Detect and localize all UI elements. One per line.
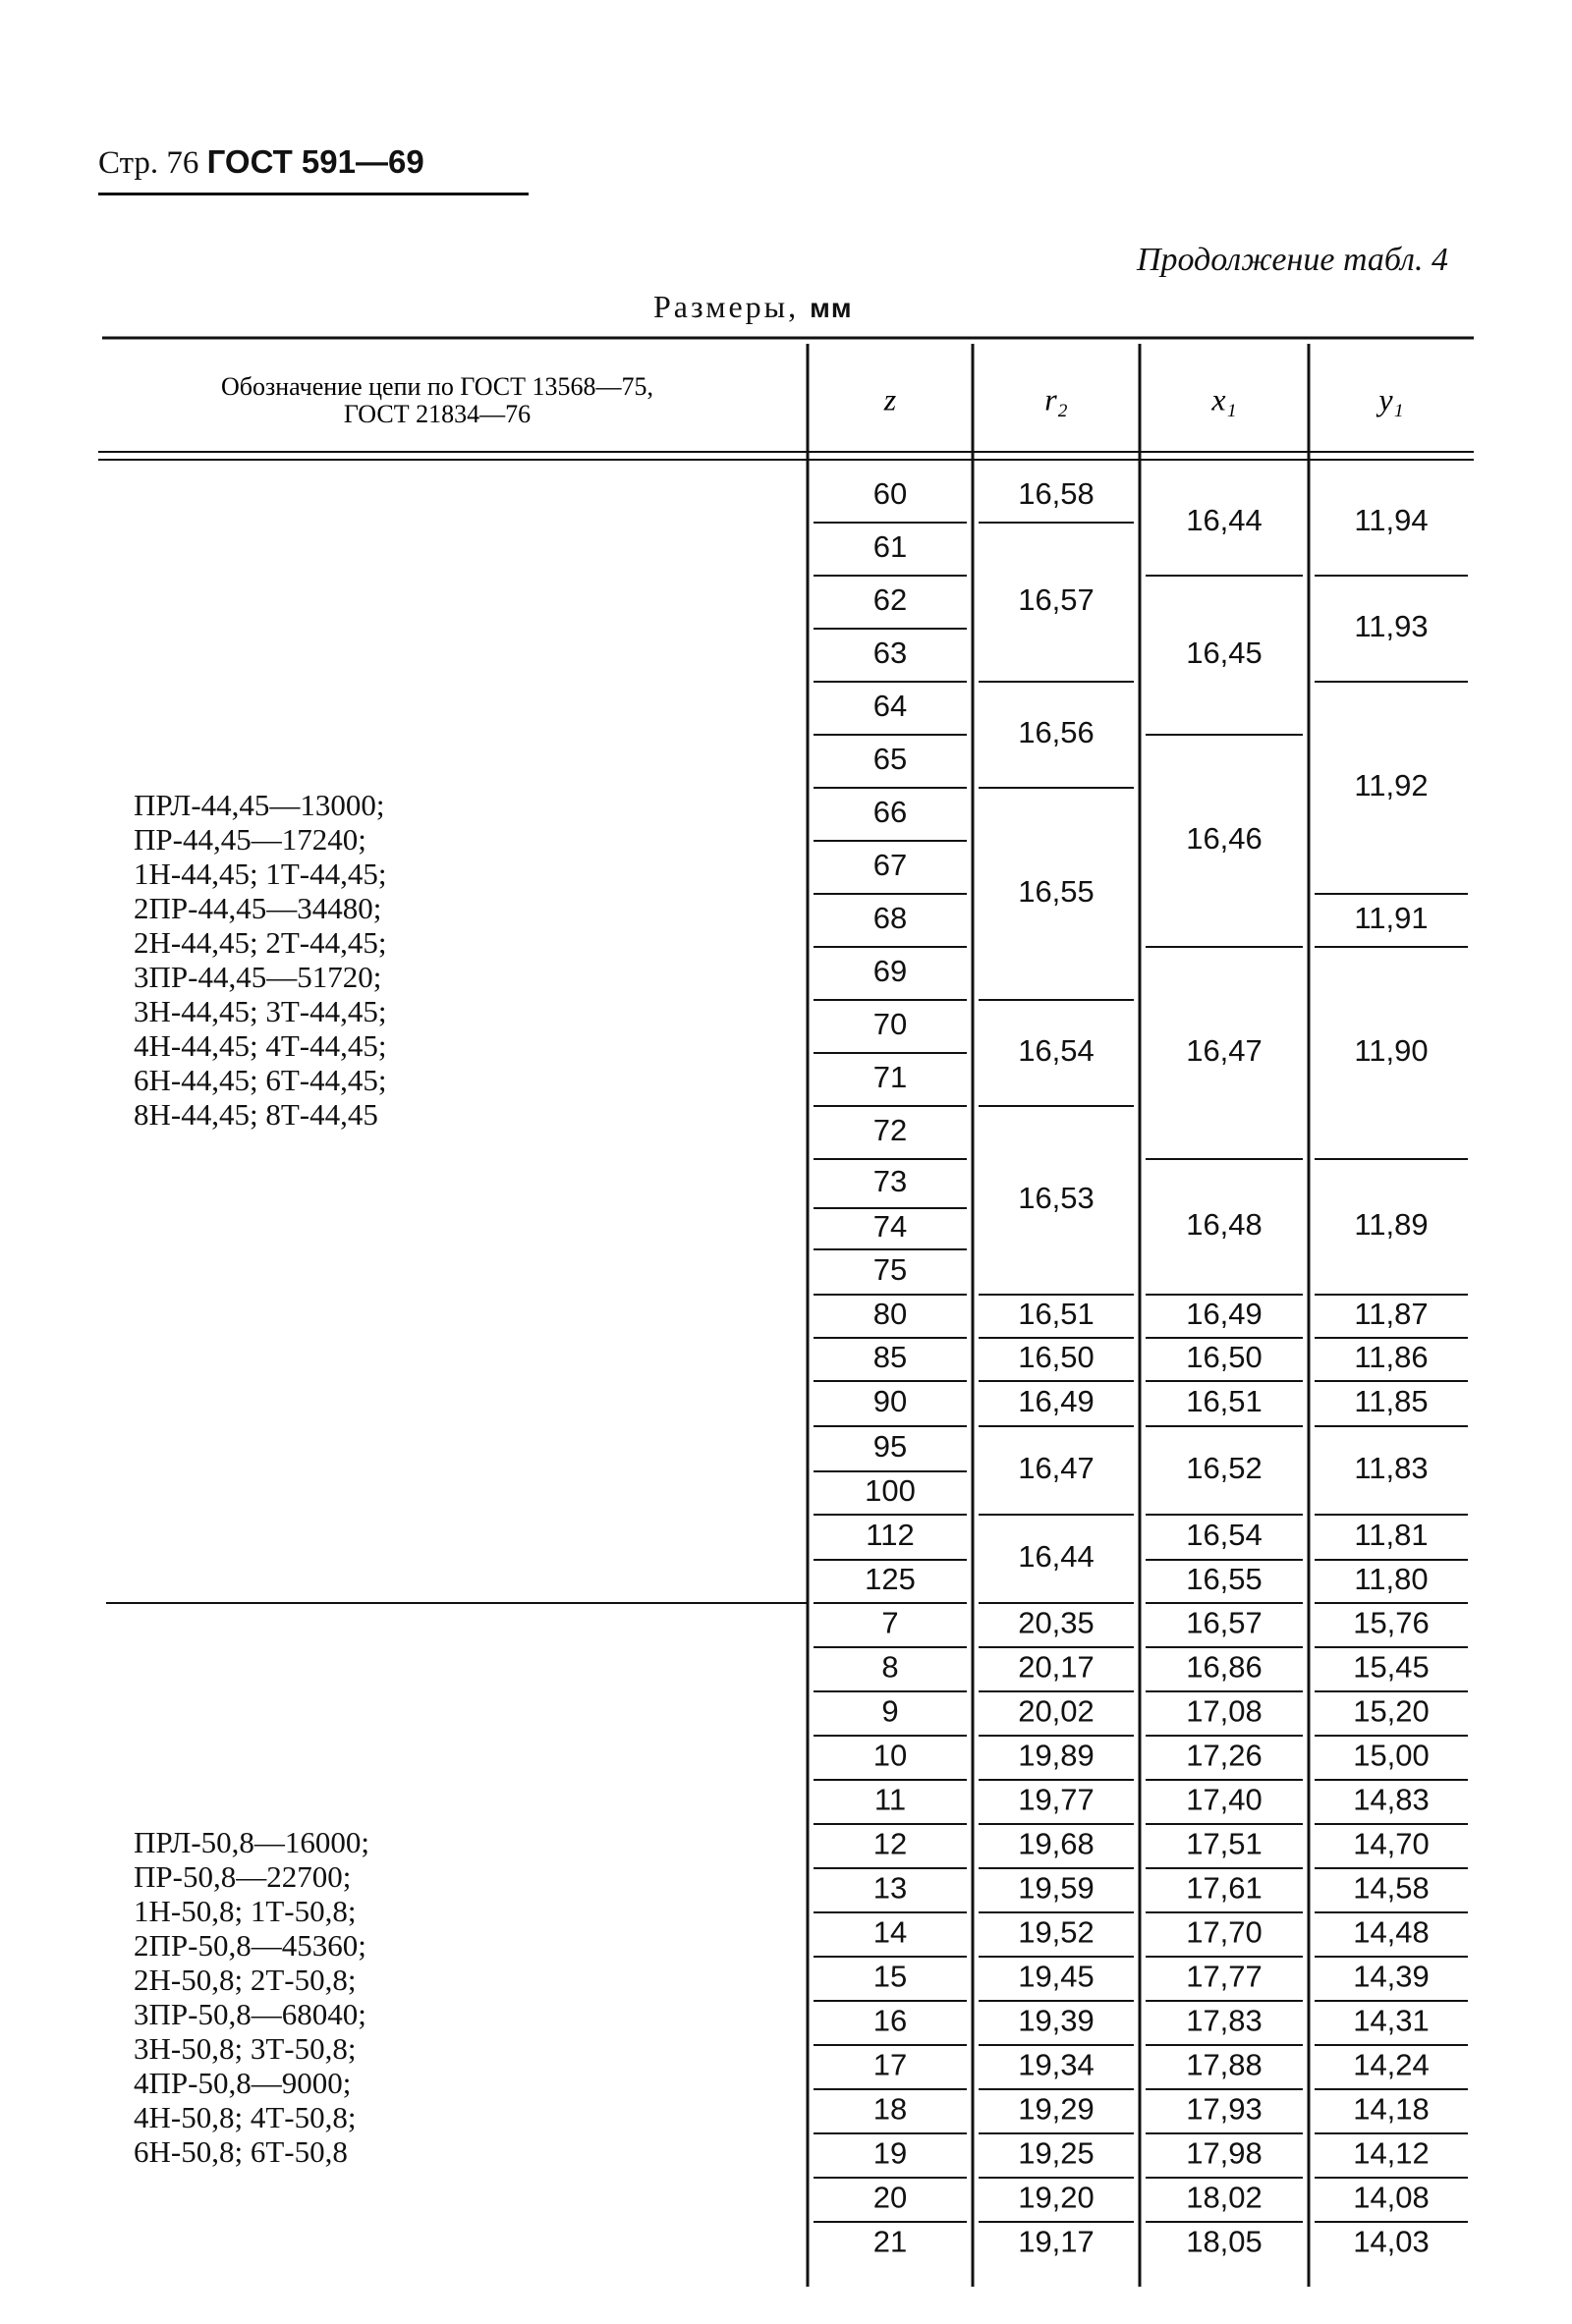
r2-cell: 19,52	[1018, 1914, 1095, 1950]
group-2-designation	[134, 1825, 369, 2169]
y1-cell: 14,18	[1353, 2091, 1430, 2127]
group-2-designation-line: 2Н-50,8; 2Т-50,8;	[134, 1963, 357, 1997]
r2-cell: 20,35	[1018, 1605, 1095, 1640]
group-2-designation-line: ПР-50,8—22700;	[134, 1859, 352, 1894]
z-cell: 112	[866, 1518, 915, 1553]
x1-cell: 16,47	[1186, 1033, 1263, 1069]
x1-cell: 17,61	[1186, 1870, 1263, 1906]
z-cell: 62	[872, 582, 908, 618]
z-cell: 14	[872, 1914, 908, 1950]
units-label: Размеры,	[653, 289, 800, 324]
z-cell: 67	[872, 848, 908, 883]
z-cell: 69	[872, 954, 908, 989]
y1-cell: 11,80	[1354, 1562, 1429, 1597]
r2-cell: 19,29	[1018, 2091, 1095, 2127]
z-cell: 74	[872, 1209, 908, 1245]
z-cell: 68	[872, 901, 908, 936]
group-2-designation-line: 4ПР-50,8—9000;	[134, 2066, 352, 2100]
z-cell: 65	[872, 742, 908, 777]
y1-cell: 14,31	[1353, 2003, 1430, 2038]
designation-header-line1: Обозначение цепи по ГОСТ 13568—75,	[220, 371, 654, 401]
z-cell: 73	[872, 1164, 908, 1199]
x1-cell: 17,83	[1186, 2003, 1263, 2038]
group-1-designation-line: 1Н-44,45; 1Т-44,45;	[134, 857, 387, 891]
group-1-designation-line: 3Н-44,45; 3Т-44,45;	[134, 994, 387, 1028]
r2-cell: 16,47	[1018, 1451, 1095, 1486]
x1-cell: 16,51	[1186, 1384, 1263, 1419]
z-cell: 64	[872, 689, 908, 724]
x1-cell: 17,98	[1186, 2135, 1263, 2171]
y1-cell: 14,58	[1353, 1870, 1430, 1906]
z-cell: 8	[881, 1649, 899, 1685]
y1-cell: 15,76	[1353, 1605, 1430, 1640]
y1-cell: 11,92	[1354, 768, 1429, 803]
r2-cell: 16,50	[1018, 1340, 1095, 1375]
group-1-designation-line: ПРЛ-44,45—13000;	[134, 788, 385, 822]
x1-cell: 17,88	[1186, 2047, 1263, 2082]
z-cell: 16	[872, 2003, 908, 2038]
z-cell: 95	[872, 1429, 908, 1465]
x1-cell: 16,49	[1186, 1297, 1263, 1332]
r2-cell: 19,20	[1018, 2180, 1095, 2215]
y1-cell: 11,87	[1354, 1297, 1429, 1332]
units-unit: мм	[810, 293, 853, 323]
r2-cell: 19,45	[1018, 1959, 1095, 1994]
x1-cell: 17,40	[1186, 1782, 1263, 1817]
r2-cell: 16,55	[1018, 874, 1095, 910]
z-cell: 80	[872, 1297, 908, 1332]
z-cell: 7	[881, 1605, 899, 1640]
z-cell: 125	[865, 1562, 916, 1597]
group-1-designation	[134, 788, 386, 1132]
y1-cell: 11,86	[1354, 1340, 1429, 1375]
x1-cell: 16,46	[1186, 821, 1263, 857]
z-cell: 72	[872, 1113, 908, 1148]
y1-cell: 11,93	[1354, 609, 1429, 644]
z-cell: 11	[873, 1782, 907, 1817]
r2-cell: 20,02	[1018, 1693, 1095, 1729]
y1-cell: 11,83	[1354, 1451, 1429, 1486]
r2-cell: 19,17	[1018, 2224, 1095, 2259]
x1-cell: 17,26	[1186, 1738, 1263, 1773]
designation-header-line2: ГОСТ 21834—76	[343, 399, 532, 428]
z-cell: 15	[872, 1959, 908, 1994]
x1-header: x₁	[1211, 381, 1237, 417]
group-1-designation-line: 2Н-44,45; 2Т-44,45;	[134, 925, 387, 960]
x1-cell: 16,86	[1186, 1649, 1263, 1685]
group-1-designation-line: 3ПР-44,45—51720;	[134, 960, 382, 994]
y1-cell: 11,89	[1354, 1207, 1429, 1243]
table-continuation: Продолжение табл. 4	[1136, 242, 1448, 278]
y1-cell: 15,45	[1353, 1649, 1430, 1685]
z-cell: 71	[872, 1060, 908, 1095]
z-cell: 19	[872, 2135, 908, 2171]
r2-cell: 19,59	[1018, 1870, 1095, 1906]
x1-cell: 17,08	[1186, 1693, 1263, 1729]
x1-cell: 17,77	[1186, 1959, 1263, 1994]
x1-cell: 17,51	[1186, 1826, 1263, 1861]
r2-cell: 16,44	[1018, 1539, 1095, 1575]
standard-code: ГОСТ 591—69	[206, 143, 424, 180]
x1-cell: 18,02	[1186, 2180, 1263, 2215]
z-cell: 60	[872, 476, 908, 512]
y1-cell: 14,24	[1353, 2047, 1430, 2082]
r2-header: r₂	[1044, 381, 1068, 417]
x1-cell: 18,05	[1186, 2224, 1263, 2259]
r2-cell: 19,34	[1018, 2047, 1095, 2082]
y1-cell: 11,94	[1354, 503, 1429, 538]
y1-cell: 15,20	[1353, 1693, 1430, 1729]
r2-cell: 16,49	[1018, 1384, 1095, 1419]
x1-cell: 16,50	[1186, 1340, 1263, 1375]
z-cell: 9	[881, 1693, 899, 1729]
z-cell: 10	[872, 1738, 908, 1773]
group-2-designation-line: 3ПР-50,8—68040;	[134, 1997, 366, 2031]
y1-cell: 11,85	[1354, 1384, 1429, 1419]
group-1-designation-line: ПР-44,45—17240;	[134, 822, 366, 857]
r2-cell: 19,25	[1018, 2135, 1095, 2171]
r2-cell: 19,68	[1018, 1826, 1095, 1861]
y1-cell: 11,81	[1354, 1518, 1429, 1553]
group-1-designation-line: 8Н-44,45; 8Т-44,45	[134, 1097, 378, 1132]
y1-cell: 15,00	[1353, 1738, 1430, 1773]
z-cell: 18	[872, 2091, 908, 2127]
z-cell: 75	[872, 1252, 908, 1288]
z-cell: 90	[872, 1384, 908, 1419]
x1-cell: 16,57	[1186, 1605, 1263, 1640]
z-cell: 61	[872, 529, 908, 565]
z-cell: 100	[865, 1473, 916, 1509]
group-2-designation-line: 4Н-50,8; 4Т-50,8;	[134, 2100, 357, 2134]
r2-cell: 16,53	[1018, 1181, 1095, 1216]
y1-cell: 14,12	[1353, 2135, 1430, 2171]
group-1-designation-line: 2ПР-44,45—34480;	[134, 891, 382, 925]
page-number: Стр. 76	[98, 145, 199, 181]
y1-cell: 14,08	[1353, 2180, 1430, 2215]
group-2-designation-line: 2ПР-50,8—45360;	[134, 1928, 366, 1963]
group-2-designation-line: 1Н-50,8; 1Т-50,8;	[134, 1894, 357, 1928]
y1-header: y₁	[1378, 381, 1404, 417]
r2-cell: 19,77	[1018, 1782, 1095, 1817]
y1-cell: 14,48	[1353, 1914, 1430, 1950]
y1-cell: 14,83	[1353, 1782, 1430, 1817]
r2-cell: 16,54	[1018, 1033, 1095, 1069]
z-cell: 13	[872, 1870, 908, 1906]
group-2-designation-line: 3Н-50,8; 3Т-50,8;	[134, 2031, 357, 2066]
y1-cell: 11,90	[1354, 1033, 1429, 1069]
r2-cell: 19,39	[1018, 2003, 1095, 2038]
z-cell: 66	[872, 795, 908, 830]
z-cell: 63	[872, 636, 908, 671]
r2-cell: 19,89	[1018, 1738, 1095, 1773]
y1-cell: 14,70	[1353, 1826, 1430, 1861]
x1-cell: 16,44	[1186, 503, 1263, 538]
y1-cell: 14,03	[1353, 2224, 1430, 2259]
x1-cell: 16,52	[1186, 1451, 1263, 1486]
r2-cell: 20,17	[1018, 1649, 1095, 1685]
z-cell: 21	[872, 2224, 908, 2259]
y1-cell: 11,91	[1354, 901, 1429, 936]
group-1-designation-line: 6Н-44,45; 6Т-44,45;	[134, 1063, 387, 1097]
z-cell: 70	[872, 1007, 908, 1042]
z-header: z	[883, 381, 897, 417]
group-2-designation-line: 6Н-50,8; 6Т-50,8	[134, 2134, 348, 2169]
x1-cell: 16,45	[1186, 636, 1263, 671]
r2-cell: 16,58	[1018, 476, 1095, 512]
r2-cell: 16,56	[1018, 715, 1095, 750]
group-1-designation-line: 4Н-44,45; 4Т-44,45;	[134, 1028, 387, 1063]
x1-cell: 17,93	[1186, 2091, 1263, 2127]
z-cell: 17	[872, 2047, 908, 2082]
z-cell: 12	[872, 1826, 908, 1861]
z-cell: 85	[872, 1340, 908, 1375]
x1-cell: 16,55	[1186, 1562, 1263, 1597]
group-2-designation-line: ПРЛ-50,8—16000;	[134, 1825, 370, 1859]
z-cell: 20	[872, 2180, 908, 2215]
r2-cell: 16,51	[1018, 1297, 1095, 1332]
r2-cell: 16,57	[1018, 582, 1095, 618]
x1-cell: 17,70	[1186, 1914, 1263, 1950]
y1-cell: 14,39	[1353, 1959, 1430, 1994]
x1-cell: 16,54	[1186, 1518, 1263, 1553]
x1-cell: 16,48	[1186, 1207, 1263, 1243]
